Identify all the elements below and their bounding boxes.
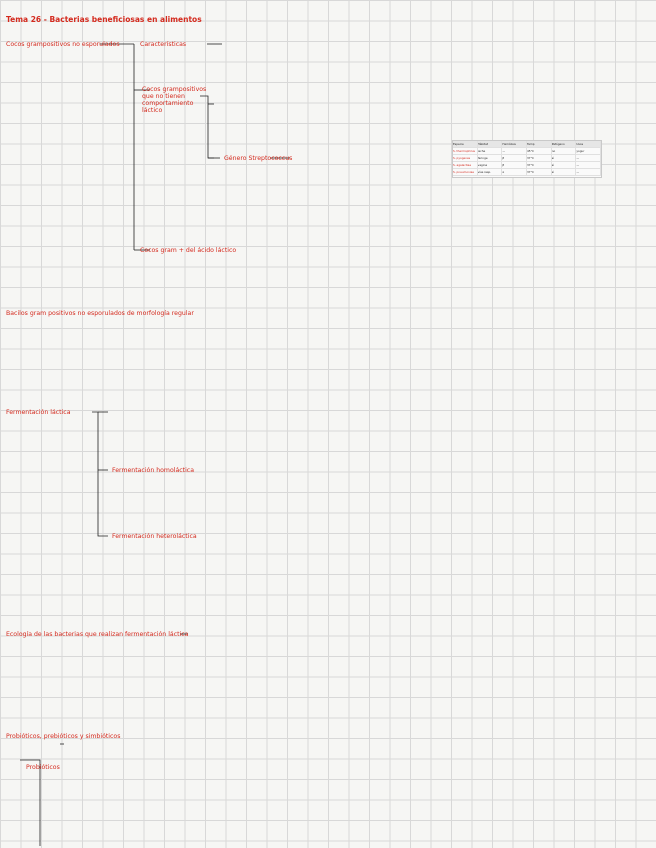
table-cell: — [576, 162, 601, 168]
table-header-cell: Hábitat [478, 141, 503, 147]
table-cell: no [552, 148, 577, 154]
section-heading-ecologia: Ecología de las bacterias que realizan fermentación láctica [6, 631, 189, 638]
table-cell: yogur [576, 148, 601, 154]
table-cell: faringe [478, 155, 503, 161]
table-header-cell: Usos [576, 141, 601, 147]
table-cell: β [502, 155, 527, 161]
table-cell: S. agalactiae [453, 162, 478, 168]
table-cell: — [502, 148, 527, 154]
section-heading-fermentacion: Fermentación láctica [6, 409, 71, 416]
table-header-row [453, 141, 601, 148]
table-header-cell: Temp [527, 141, 552, 147]
subhead-caracteristicas: Características [140, 41, 187, 48]
subhead-homolactica: Fermentación homoláctica [112, 467, 195, 474]
table-cell: 37°C [527, 155, 552, 161]
table-cell: S. pyogenes [453, 155, 478, 161]
table-header-cell: Hemólisis [502, 141, 527, 147]
table-row [453, 162, 601, 169]
subhead-cocos-no-lacticos: Cocos grampositivos que no tienen comportamiento láctico [142, 86, 207, 114]
section-heading-probioticos: Probióticos, prebióticos y simbióticos [6, 733, 121, 740]
table-header-cell: Patógeno [552, 141, 577, 147]
table-cell: sí [552, 162, 577, 168]
table-cell: β [502, 162, 527, 168]
table-row [453, 169, 601, 176]
table-row [453, 148, 601, 155]
section-heading-bacilos: Bacilos gram positivos no esporulados de morfología regular [6, 310, 194, 317]
table-cell: sí [552, 155, 577, 161]
streptococcus-table [452, 140, 602, 178]
table-cell: — [576, 155, 601, 161]
subhead-cocos-acido-lactico: Cocos gram + del ácido láctico [140, 247, 237, 254]
section-heading-cocos: Cocos grampositivos no esporulados [6, 41, 120, 48]
subhead-probioticos: Probióticos [26, 764, 60, 771]
table-cell: α [502, 169, 527, 175]
page-title: Tema 26 - Bacterias beneficiosas en alimentos [6, 15, 202, 24]
table-cell: 37°C [527, 162, 552, 168]
table-cell: sí [552, 169, 577, 175]
table-cell: S. thermophilus [453, 148, 478, 154]
table-cell: leche [478, 148, 503, 154]
table-cell: 37°C [527, 169, 552, 175]
table-cell: — [576, 169, 601, 175]
table-cell: S. pneumoniae [453, 169, 478, 175]
table-cell: vagina [478, 162, 503, 168]
table-cell: 45°C [527, 148, 552, 154]
table-row [453, 155, 601, 162]
table-header-cell: Especie [453, 141, 478, 147]
subhead-genero: Género Streptococcus [224, 155, 293, 162]
subhead-heterolactica: Fermentación heteroláctica [112, 533, 197, 540]
table-cell: vías resp. [478, 169, 503, 175]
